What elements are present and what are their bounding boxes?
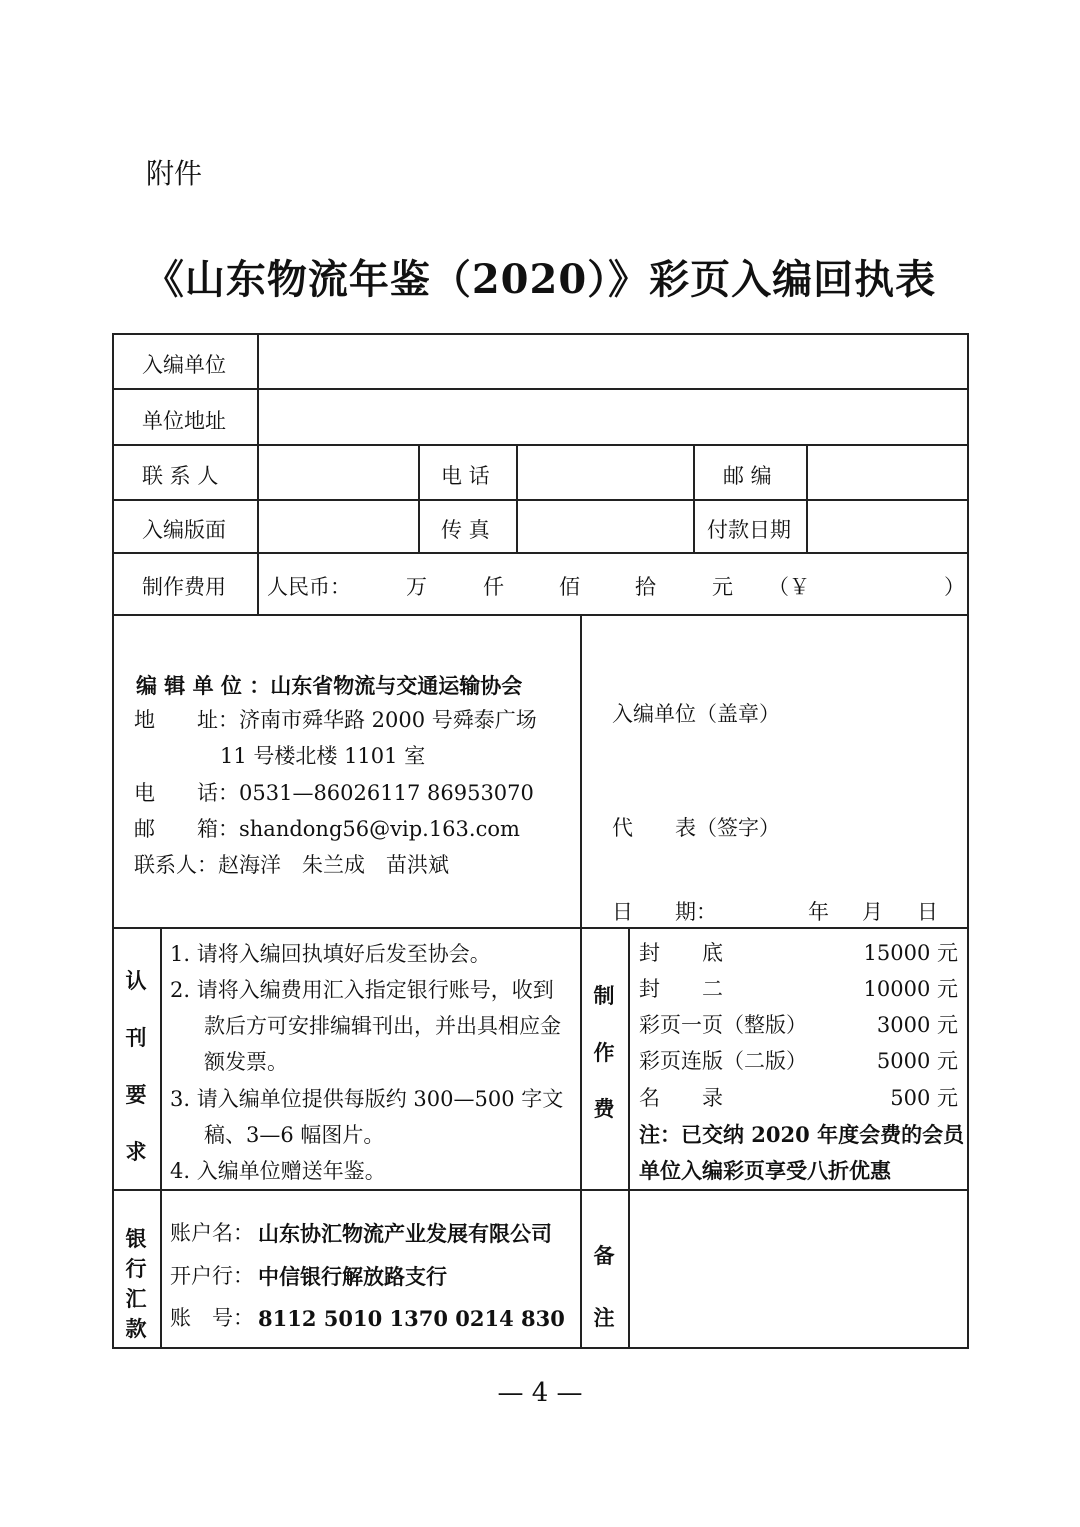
column-divider [418, 444, 420, 553]
phone-field[interactable] [519, 447, 691, 497]
postcode-label: 邮 编 [723, 464, 772, 488]
column-divider [516, 444, 518, 553]
fee-item-price: 500 元 [890, 1086, 958, 1110]
column-divider [160, 927, 162, 1348]
fee-item-name: 封 二 [639, 977, 723, 1001]
column-divider [257, 333, 259, 615]
fee-wan: 万 [406, 575, 427, 599]
contact-field[interactable] [260, 447, 416, 497]
requirements-label-char: 刊 [125, 1025, 147, 1050]
sign-month: 月 [862, 900, 883, 924]
row-divider [112, 444, 969, 446]
fee-item-price: 5000 元 [876, 1049, 958, 1073]
bank-label-char: 银 [125, 1226, 147, 1251]
row-divider [112, 614, 969, 616]
fee-item-name: 名 录 [639, 1086, 723, 1110]
unit-label: 入编单位 [142, 353, 226, 377]
fee-yen-close: ） [944, 575, 965, 599]
table-border-left [112, 333, 114, 1349]
requirement-line: 3. 请入编单位提供每版约 300—500 字文 [170, 1087, 564, 1111]
bank-name: 中信银行解放路支行 [258, 1264, 447, 1289]
fee-item-price: 15000 元 [863, 941, 958, 965]
column-divider [806, 444, 808, 553]
requirement-line: 1. 请将入编回执填好后发至协会。 [170, 942, 491, 966]
section-field[interactable] [260, 502, 416, 550]
section-label: 入编版面 [142, 518, 226, 542]
table-border-right [967, 333, 969, 1349]
fees-label-char: 作 [593, 1040, 615, 1065]
fee-item-name: 封 底 [639, 941, 723, 965]
fee-item-name: 彩页连版（二版） [639, 1049, 807, 1073]
table-border-bottom [112, 1347, 969, 1349]
row-divider [112, 927, 969, 929]
table-border-top [112, 333, 969, 335]
bank-label-char: 行 [125, 1256, 147, 1281]
fee-shi: 拾 [635, 575, 656, 599]
fee-item-name: 彩页一页（整版） [639, 1013, 807, 1037]
column-divider [628, 927, 630, 1348]
sign-day: 日 [917, 900, 938, 924]
fee-yen-open: （￥ [768, 575, 810, 599]
fee-yuan: 元 [712, 575, 733, 599]
row-divider [112, 388, 969, 390]
editor-address: 地 址：济南市舜华路 2000 号舜泰广场 [134, 708, 537, 732]
fee-bai: 佰 [559, 575, 580, 599]
fees-label-char: 制 [593, 983, 615, 1008]
editor-contacts: 联系人：赵海洋 朱兰成 苗洪斌 [134, 853, 449, 877]
requirement-line: 2. 请将入编费用汇入指定银行账号，收到 [170, 978, 554, 1002]
remark-field[interactable] [631, 1192, 965, 1345]
requirements-label-char: 认 [125, 968, 147, 993]
column-divider [693, 444, 695, 553]
pay-date-label: 付款日期 [707, 518, 791, 542]
editor-address-line2: 11 号楼北楼 1101 室 [220, 744, 426, 768]
discount-note: 注：已交纳 2020 年度会费的会员 [639, 1122, 965, 1147]
stamp-label: 入编单位（盖章） [612, 702, 780, 726]
phone-label: 电 话 [441, 464, 490, 488]
row-divider [112, 499, 969, 501]
requirement-line: 4. 入编单位赠送年鉴。 [170, 1159, 386, 1183]
requirement-line: 款后方可安排编辑刊出，并出具相应金 [204, 1014, 561, 1038]
column-divider [580, 614, 582, 1348]
account-name: 山东协汇物流产业发展有限公司 [258, 1221, 552, 1246]
editor-phone: 电 话：0531—86026117 86953070 [134, 781, 534, 805]
contact-label: 联 系 人 [142, 464, 219, 488]
postcode-field[interactable] [809, 447, 965, 497]
fee-rmb-label: 人民币： [267, 575, 351, 599]
account-number-label: 账 号： [170, 1306, 254, 1330]
requirement-line: 稿、3—6 幅图片。 [204, 1123, 385, 1147]
editor-email: 邮 箱：shandong56@vip.163.com [134, 817, 520, 841]
requirement-line: 额发票。 [204, 1050, 288, 1074]
sign-date-label: 日 期： [612, 900, 717, 924]
address-field[interactable] [260, 391, 965, 441]
sign-year: 年 [808, 900, 829, 924]
remark-label-char: 备 [593, 1243, 615, 1268]
remark-label-char: 注 [593, 1305, 615, 1330]
fee-item-price: 3000 元 [876, 1013, 958, 1037]
editor-unit: 编 辑 单 位 ：山东省物流与交通运输协会 [136, 673, 523, 698]
attachment-label: 附件 [146, 157, 203, 190]
requirements-label-char: 求 [125, 1139, 147, 1164]
account-name-label: 账户名： [170, 1221, 254, 1245]
discount-note-line2: 单位入编彩页享受八折优惠 [639, 1158, 891, 1183]
requirements-label-char: 要 [125, 1082, 147, 1107]
unit-field[interactable] [260, 336, 965, 386]
fax-field[interactable] [519, 502, 691, 550]
row-divider [112, 1189, 969, 1191]
bank-label-char: 汇 [125, 1286, 147, 1311]
fee-label: 制作费用 [142, 575, 226, 599]
fax-label: 传 真 [441, 518, 490, 542]
fee-qian: 仟 [483, 575, 504, 599]
fees-label-char: 费 [593, 1096, 615, 1121]
pay-date-field[interactable] [809, 502, 965, 550]
row-divider [112, 552, 969, 554]
address-label: 单位地址 [142, 409, 226, 433]
bank-name-label: 开户行： [170, 1264, 254, 1288]
page-number: — 4 — [497, 1378, 583, 1408]
representative-label: 代 表（签字） [612, 816, 780, 840]
fee-item-price: 10000 元 [863, 977, 958, 1001]
account-number: 8112 5010 1370 0214 830 [258, 1306, 565, 1331]
document-title: 《山东物流年鉴（2020）》彩页入编回执表 [143, 256, 937, 303]
bank-label-char: 款 [125, 1316, 147, 1341]
